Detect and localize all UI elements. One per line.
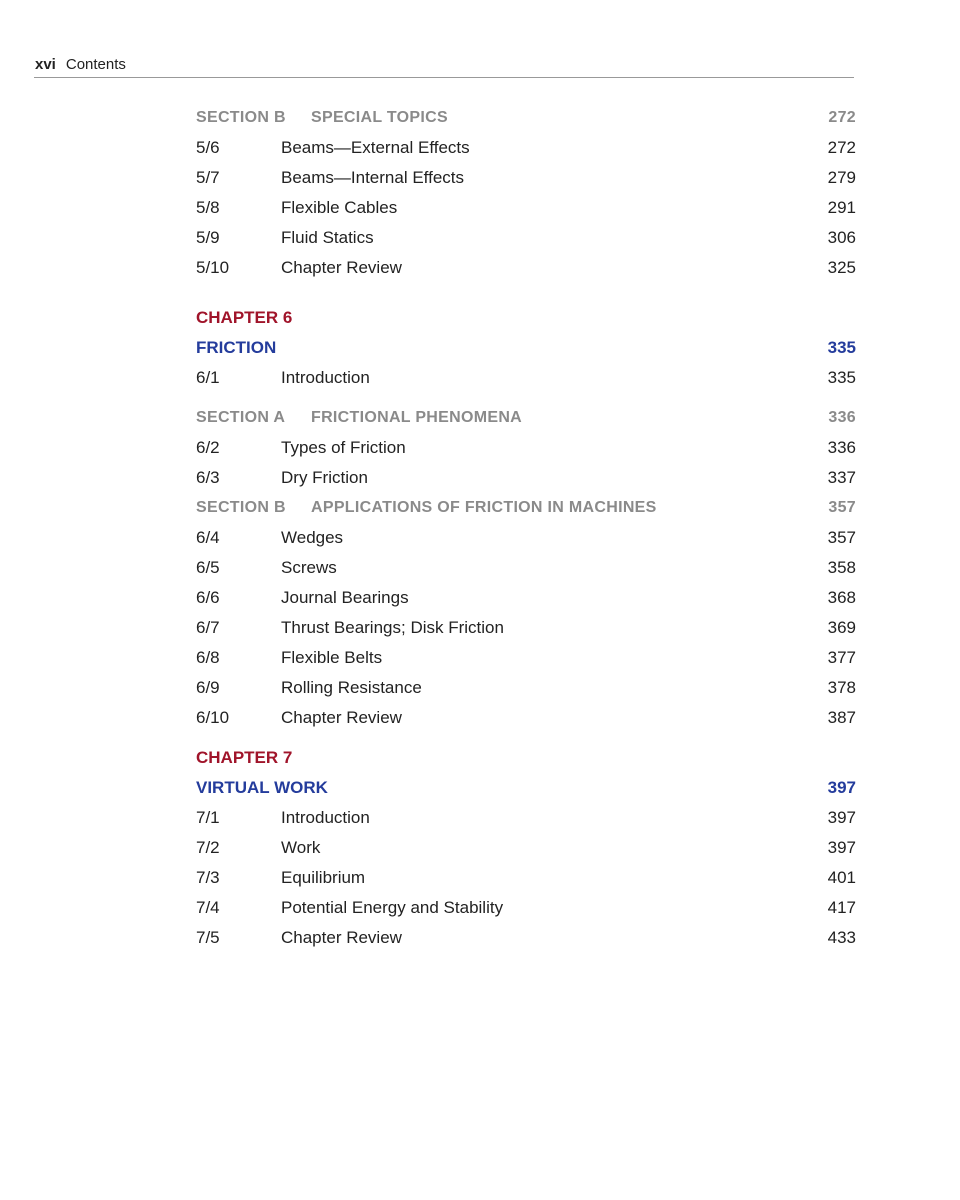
toc-ttl: SPECIAL TOPICS	[311, 109, 448, 126]
toc-entry[interactable]	[196, 616, 856, 640]
toc-num: 6/1	[196, 368, 220, 387]
toc-ttl: Flexible Cables	[281, 198, 398, 217]
toc-num: 6/3	[196, 468, 220, 487]
toc-num: SECTION B	[196, 109, 286, 126]
toc-entry[interactable]	[196, 926, 856, 950]
toc-entry[interactable]	[196, 166, 856, 190]
toc-num: 7/2	[196, 838, 220, 857]
toc-num: 7/5	[196, 928, 220, 947]
toc-pg: 272	[827, 138, 856, 157]
toc-num: 6/9	[196, 678, 220, 697]
section-heading[interactable]	[196, 496, 856, 520]
toc-ttl: Chapter Review	[281, 928, 402, 947]
toc-ttl: Equilibrium	[281, 868, 366, 887]
toc-ttl: Rolling Resistance	[281, 678, 422, 697]
toc-pg: 397	[827, 778, 856, 797]
toc-pg: 397	[827, 808, 856, 827]
toc-pg: 336	[827, 438, 856, 457]
section-heading[interactable]	[196, 106, 856, 130]
toc-entry[interactable]	[196, 196, 856, 220]
chapter-label[interactable]	[196, 306, 856, 330]
toc-entry[interactable]	[196, 586, 856, 610]
toc-pg: 397	[827, 838, 856, 857]
chapter-title[interactable]	[196, 776, 856, 800]
toc-pg: 417	[827, 898, 856, 917]
header-title: Contents	[65, 56, 126, 73]
toc-ttl: Work	[281, 838, 321, 857]
toc-num: CHAPTER 6	[196, 308, 293, 327]
toc-pg: 357	[827, 528, 856, 547]
toc-num: SECTION A	[196, 409, 286, 426]
toc-num: 6/10	[196, 708, 230, 727]
toc-pg: 357	[828, 499, 856, 516]
toc-entry[interactable]	[196, 556, 856, 580]
toc-num: 5/10	[196, 258, 230, 277]
toc-num: SECTION B	[196, 499, 286, 516]
toc-pg: 306	[827, 228, 856, 247]
toc-entry[interactable]	[196, 836, 856, 860]
section-heading[interactable]	[196, 406, 856, 430]
toc-entry[interactable]	[196, 896, 856, 920]
toc-ttl: FRICTIONAL PHENOMENA	[311, 409, 523, 426]
toc-num: 5/7	[196, 168, 220, 187]
running-header	[35, 56, 126, 73]
toc-pg: 279	[827, 168, 856, 187]
toc-ttl: Wedges	[281, 528, 344, 547]
toc-ttl: Chapter Review	[281, 708, 402, 727]
toc-ttl: Screws	[281, 558, 337, 577]
toc-pg: 368	[827, 588, 856, 607]
toc-ttl: Types of Friction	[281, 438, 406, 457]
toc-entry[interactable]	[196, 436, 856, 460]
toc-num: 7/1	[196, 808, 220, 827]
toc-ttl: Introduction	[281, 368, 370, 387]
toc-pg: 369	[827, 618, 856, 637]
toc-ttl: Thrust Bearings; Disk Friction	[281, 618, 504, 637]
toc-pg: 358	[827, 558, 856, 577]
toc-entry[interactable]	[196, 706, 856, 730]
toc-pg: 325	[827, 258, 856, 277]
chapter-label[interactable]	[196, 746, 856, 770]
toc-ttl: Chapter Review	[281, 258, 402, 277]
header-rule	[34, 77, 854, 78]
toc-ttl: Beams—Internal Effects	[281, 168, 464, 187]
toc-ttl: Journal Bearings	[281, 588, 409, 607]
toc-ttl: Beams—External Effects	[281, 138, 470, 157]
toc-chapter-title: FRICTION	[196, 338, 277, 357]
toc-pg: 387	[827, 708, 856, 727]
toc-ttl: APPLICATIONS OF FRICTION IN MACHINES	[311, 499, 657, 516]
toc-pg: 433	[827, 928, 856, 947]
toc-num: 5/6	[196, 138, 220, 157]
toc-entry[interactable]	[196, 226, 856, 250]
toc-ttl: Flexible Belts	[281, 648, 383, 667]
toc-pg: 337	[827, 468, 856, 487]
toc-num: 5/8	[196, 198, 220, 217]
toc-pg: 401	[827, 868, 856, 887]
toc-entry[interactable]	[196, 526, 856, 550]
toc-num: 6/7	[196, 618, 220, 637]
page-number: xvi	[35, 56, 56, 73]
toc-entry[interactable]	[196, 646, 856, 670]
toc-num: 6/6	[196, 588, 220, 607]
toc-num: 7/4	[196, 898, 220, 917]
toc-num: 6/2	[196, 438, 220, 457]
toc-num: CHAPTER 7	[196, 748, 293, 767]
toc-pg: 335	[827, 338, 856, 357]
toc-entry[interactable]	[196, 366, 856, 390]
chapter-title[interactable]	[196, 336, 856, 360]
toc-num: 7/3	[196, 868, 220, 887]
toc-ttl: Fluid Statics	[281, 228, 374, 247]
toc-pg: 378	[827, 678, 856, 697]
toc-pg: 336	[828, 409, 856, 426]
toc-ttl: Introduction	[281, 808, 370, 827]
toc-entry[interactable]	[196, 866, 856, 890]
toc-ttl: Dry Friction	[281, 468, 368, 487]
toc-pg: 335	[827, 368, 856, 387]
toc-pg: 377	[827, 648, 856, 667]
toc-entry[interactable]	[196, 136, 856, 160]
toc-entry[interactable]	[196, 806, 856, 830]
toc-num: 6/8	[196, 648, 220, 667]
toc-num: 5/9	[196, 228, 220, 247]
toc-pg: 272	[828, 109, 856, 126]
toc-num: 6/5	[196, 558, 220, 577]
toc-pg: 291	[827, 198, 856, 217]
toc-num: 6/4	[196, 528, 220, 547]
toc-entry[interactable]	[196, 466, 856, 490]
toc-ttl: Potential Energy and Stability	[281, 898, 504, 917]
toc-chapter-title: VIRTUAL WORK	[196, 778, 328, 797]
toc-entry[interactable]	[196, 676, 856, 700]
toc-entry[interactable]	[196, 256, 856, 280]
